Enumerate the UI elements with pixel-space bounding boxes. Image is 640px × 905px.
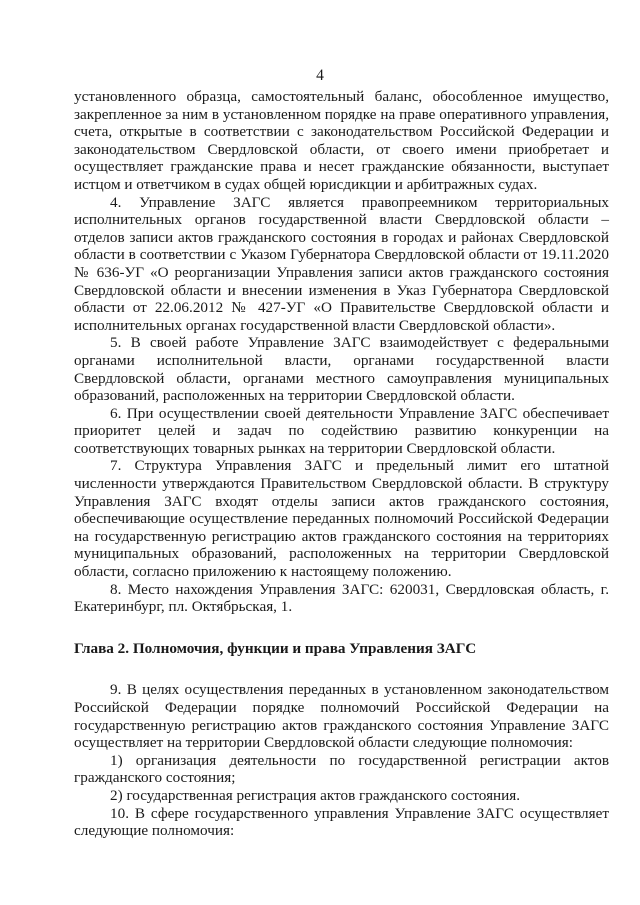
paragraph-9-item-2: 2) государственная регистрация актов гражданского состояния. [110,786,521,804]
paragraph-9-item-1: 1) организация деятельности по государственной регистрации актов гражданского состояния; [74,751,609,787]
page-number: 4 [316,67,324,84]
paragraph-4: 4. Управление ЗАГС является правопреемником территориальных исполнительных органов государственной власти Свердловской области – отделов записи актов гражданского состояния в городах и районах Свердловской области в соответствии с Указом Губернатора Свердловской области от 19.11.2020 № 636-УГ «О реорганизации Управления записи актов гражданского состояния Свердловской области и внесении изменения в Указ Губернатора Свердловской области от 22.06.2012 № 427-УГ «О Правительстве Свердловской области и исполнительных органах государственной власти Свердловской области». [74,193,609,334]
document-body [74,88,609,840]
paragraph-7: 7. Структура Управления ЗАГС и предельный лимит его штатной численности утверждаются Правительством Свердловской области. В структуру Управления ЗАГС входят отделы записи актов гражданского состояния, обеспечивающие осуществление переданных полномочий Российской Федерации на государственную регистрацию актов гражданского состояния на территориях муниципальных образований, расположенных на территории Свердловской области, согласно приложению к настоящему положению. [74,457,609,581]
paragraph-5: 5. В своей работе Управление ЗАГС взаимодействует с федеральными органами исполнительной власти, органами государственной власти Свердловской области, органами местного самоуправления муниципальных образований, расположенных на территории Свердловской области. [74,334,609,405]
paragraph-9: 9. В целях осуществления переданных в установленном законодательством Российской Федерации порядке полномочий Российской Федерации на государственную регистрацию актов гражданского состояния Управление ЗАГС осуществляет на территории Свердловской области следующие полномочия: [74,681,609,752]
chapter-2-heading: Глава 2. Полномочия, функции и права Управления ЗАГС [74,639,477,657]
paragraph-10: 10. В сфере государственного управления Управление ЗАГС осуществляет следующие полномочия: [74,804,609,840]
paragraph-8: 8. Место нахождения Управления ЗАГС: 620031, Свердловская область, г. Екатеринбург, пл. Октябрьская, 1. [74,580,609,616]
paragraph-6: 6. При осуществлении своей деятельности Управление ЗАГС обеспечивает приоритет целей и задач по содействию развитию конкуренции на соответствующих товарных рынках на территории Свердловской области. [74,404,609,457]
paragraph-continuation: установленного образца, самостоятельный баланс, обособленное имущество, закрепленное за ним в установленном порядке на праве оперативного управления, счета, открытые в соответствии с законодательством Российской Федерации и законодательством Свердловской области, от своего имени приобретает и осуществляет гражданские права и несет гражданские обязанности, выступает истцом и ответчиком в судах общей юрисдикции и арбитражных судах. [74,88,609,193]
